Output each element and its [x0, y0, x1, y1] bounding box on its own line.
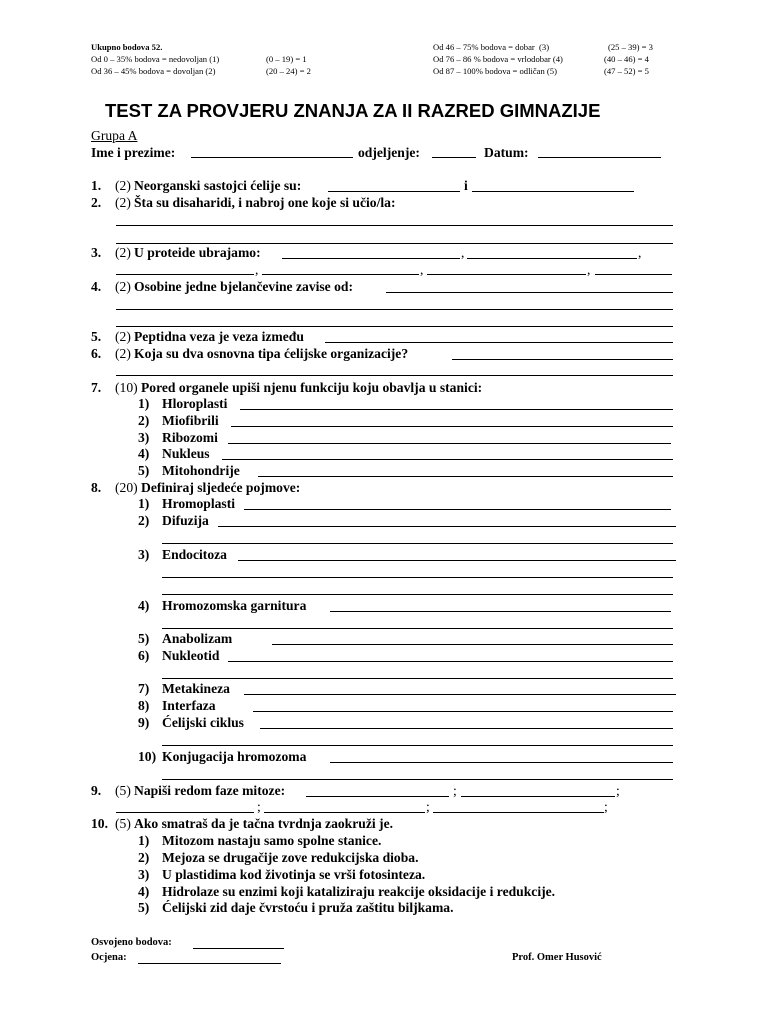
q7-answer-line[interactable] — [222, 459, 673, 460]
q9-answer-line[interactable] — [264, 812, 425, 813]
q8-item-number: 10) — [138, 749, 157, 764]
q8-answer-line[interactable] — [228, 661, 673, 662]
q2-number: 2. — [91, 195, 102, 210]
q8-answer-line[interactable] — [253, 711, 673, 712]
class-input-line[interactable] — [432, 157, 476, 158]
grade-range-3-points: (25 – 39) = 3 — [608, 42, 653, 52]
q5-points: (2) — [115, 329, 131, 344]
date-input-line[interactable] — [538, 157, 661, 158]
q9-separator: ; — [453, 783, 457, 798]
q8-item-number: 9) — [138, 715, 150, 730]
q7-item-number: 1) — [138, 396, 150, 411]
q7-item-number: 5) — [138, 463, 150, 478]
q8-number: 8. — [91, 480, 102, 495]
q8-item-number: 3) — [138, 547, 150, 562]
q9-separator: ; — [616, 783, 620, 798]
q10-item-number: 3) — [138, 867, 150, 882]
q7-answer-line[interactable] — [240, 409, 673, 410]
name-label: Ime i prezime: — [91, 145, 176, 160]
q3-answer-line[interactable] — [427, 274, 586, 275]
q7-points: (10) — [115, 380, 138, 395]
q6-answer-line[interactable] — [452, 359, 673, 360]
points-earned-label: Osvojeno bodova: — [91, 937, 172, 948]
q8-answer-line[interactable] — [260, 728, 673, 729]
grade-label: Ocjena: — [91, 952, 127, 963]
grade-range-5-points: (47 – 52) = 5 — [604, 66, 649, 76]
q6-text: Koja su dva osnovna tipa ćelijske organizacije? — [134, 346, 409, 361]
q7-item-number: 2) — [138, 413, 150, 428]
q9-answer-line[interactable] — [433, 812, 604, 813]
q7-item-label: Hloroplasti — [162, 396, 228, 411]
grade-range-2: Od 36 – 45% bodova = dovoljan (2) — [91, 66, 216, 76]
q2-answer-line[interactable] — [116, 243, 673, 244]
q8-item-number: 4) — [138, 598, 150, 613]
q1-number: 1. — [91, 178, 102, 193]
class-label: odjeljenje: — [358, 145, 420, 160]
q8-item-label: Difuzija — [162, 513, 209, 528]
q1-conjunction: i — [464, 178, 468, 193]
total-points: Ukupno bodova 52. — [91, 42, 163, 52]
q8-item-label: Hromozomska garnitura — [162, 598, 307, 613]
q5-number: 5. — [91, 329, 102, 344]
grade-range-1: Od 0 – 35% bodova = nedovoljan (1) — [91, 54, 220, 64]
q10-statement[interactable]: Mejoza se drugačije zove redukcijska dioba. — [162, 850, 419, 865]
q8-item-number: 7) — [138, 681, 150, 696]
q3-separator: , — [638, 245, 642, 260]
q10-item-number: 4) — [138, 884, 150, 899]
q3-number: 3. — [91, 245, 102, 260]
q9-separator: ; — [257, 799, 261, 814]
q4-number: 4. — [91, 279, 102, 294]
q10-statement[interactable]: Mitozom nastaju samo spolne stanice. — [162, 833, 382, 848]
grade-range-1-points: (0 – 19) = 1 — [266, 54, 307, 64]
q4-points: (2) — [115, 279, 131, 294]
q3-separator: , — [461, 245, 465, 260]
q8-answer-line[interactable] — [244, 509, 671, 510]
q1-points: (2) — [115, 178, 131, 193]
grade-range-4-points: (40 – 46) = 4 — [604, 54, 649, 64]
grade-range-5: Od 87 – 100% bodova = odličan (5) — [433, 66, 557, 76]
q8-points: (20) — [115, 480, 138, 495]
grade-range-2-points: (20 – 24) = 2 — [266, 66, 311, 76]
q5-text: Peptidna veza je veza između — [134, 329, 304, 344]
q9-separator: ; — [604, 799, 608, 814]
q6-points: (2) — [115, 346, 131, 361]
q8-answer-line[interactable] — [238, 560, 676, 561]
q2-answer-line[interactable] — [116, 225, 673, 226]
q10-statement[interactable]: U plastidima kod životinja se vrši fotosinteza. — [162, 867, 426, 882]
q10-points: (5) — [115, 816, 131, 831]
q3-separator: , — [255, 262, 259, 277]
q1-text: Neorganski sastojci ćelije su: — [134, 178, 302, 193]
q10-statement[interactable]: Ćelijski zid daje čvrstoću i pruža zaštitu biljkama. — [162, 900, 454, 915]
q2-text: Šta su disaharidi, i nabroj one koje si učio/la: — [134, 195, 396, 210]
q9-number: 9. — [91, 783, 102, 798]
q8-item-number: 8) — [138, 698, 150, 713]
q10-item-number: 5) — [138, 900, 150, 915]
q8-item-label: Interfaza — [162, 698, 216, 713]
q8-item-label: Endocitoza — [162, 547, 227, 562]
q5-answer-line[interactable] — [325, 342, 673, 343]
q6-answer-line[interactable] — [116, 375, 673, 376]
q8-answer-line[interactable] — [330, 762, 673, 763]
q8-text: Definiraj sljedeće pojmove: — [141, 480, 301, 495]
q10-item-number: 2) — [138, 850, 150, 865]
q7-answer-line[interactable] — [228, 443, 671, 444]
name-input-line[interactable] — [191, 157, 353, 158]
q3-answer-line[interactable] — [282, 258, 460, 259]
date-label: Datum: — [484, 145, 529, 160]
teacher-name: Prof. Omer Husović — [512, 952, 602, 963]
q9-text: Napiši redom faze mitoze: — [134, 783, 286, 798]
q3-text: U proteide ubrajamo: — [134, 245, 261, 260]
q4-answer-line[interactable] — [116, 309, 673, 310]
points-earned-line[interactable] — [193, 948, 284, 949]
q1-answer-line[interactable] — [328, 191, 460, 192]
q9-points: (5) — [115, 783, 131, 798]
q7-answer-line[interactable] — [258, 476, 673, 477]
q3-answer-line[interactable] — [262, 274, 419, 275]
q4-answer-line[interactable] — [386, 292, 673, 293]
q8-answer-line[interactable] — [218, 526, 676, 527]
q8-item-label: Nukleotid — [162, 648, 220, 663]
q8-item-label: Metakineza — [162, 681, 230, 696]
q3-separator: , — [587, 262, 591, 277]
q10-number: 10. — [91, 816, 108, 831]
q8-item-label: Ćelijski ciklus — [162, 715, 244, 730]
q9-answer-line[interactable] — [461, 796, 615, 797]
q8-answer-line[interactable] — [244, 694, 676, 695]
q7-item-label: Mitohondrije — [162, 463, 240, 478]
q8-answer-line[interactable] — [162, 745, 673, 746]
q8-item-label: Anabolizam — [162, 631, 233, 646]
q10-statement[interactable]: Hidrolaze su enzimi koji kataliziraju reakcije oksidacije i redukcije. — [162, 884, 556, 899]
q8-item-label: Hromoplasti — [162, 496, 236, 511]
q8-answer-line[interactable] — [162, 543, 673, 544]
q3-points: (2) — [115, 245, 131, 260]
q8-answer-line[interactable] — [162, 628, 673, 629]
q3-separator: , — [420, 262, 424, 277]
q7-text: Pored organele upiši njenu funkciju koju obavlja u stanici: — [141, 380, 483, 395]
q2-points: (2) — [115, 195, 131, 210]
group-label: Grupa A — [91, 128, 138, 143]
q8-answer-line[interactable] — [162, 594, 673, 595]
q7-item-number: 4) — [138, 446, 150, 461]
q6-number: 6. — [91, 346, 102, 361]
grade-range-3: Od 46 – 75% bodova = dobar (3) — [433, 42, 550, 52]
q8-answer-line[interactable] — [272, 644, 673, 645]
q8-item-label: Konjugacija hromozoma — [162, 749, 307, 764]
q7-item-number: 3) — [138, 430, 150, 445]
q9-separator: ; — [426, 799, 430, 814]
grade-line[interactable] — [138, 963, 281, 964]
q9-answer-line[interactable] — [116, 812, 254, 813]
q8-answer-line[interactable] — [162, 577, 673, 578]
q3-answer-line[interactable] — [467, 258, 637, 259]
q4-text: Osobine jedne bjelančevine zavise od: — [134, 279, 354, 294]
q3-answer-line[interactable] — [595, 274, 672, 275]
q10-item-number: 1) — [138, 833, 150, 848]
q3-answer-line[interactable] — [116, 274, 254, 275]
q7-item-label: Miofibrili — [162, 413, 219, 428]
q10-text: Ako smatraš da je tačna tvrdnja zaokruži je. — [134, 816, 394, 831]
q8-answer-line[interactable] — [162, 678, 673, 679]
q4-answer-line[interactable] — [116, 326, 673, 327]
q9-answer-line[interactable] — [306, 796, 449, 797]
q7-number: 7. — [91, 380, 102, 395]
q8-answer-line[interactable] — [162, 779, 673, 780]
grade-range-4: Od 76 – 86 % bodova = vrlodobar (4) — [433, 54, 563, 64]
q8-item-number: 2) — [138, 513, 150, 528]
q7-answer-line[interactable] — [231, 426, 673, 427]
page-title: TEST ZA PROVJERU ZNANJA ZA II RAZRED GIMNAZIJE — [105, 100, 601, 121]
q1-answer-line[interactable] — [472, 191, 634, 192]
q8-item-number: 5) — [138, 631, 150, 646]
q7-item-label: Nukleus — [162, 446, 210, 461]
q8-answer-line[interactable] — [330, 611, 671, 612]
q7-item-label: Ribozomi — [162, 430, 218, 445]
q8-item-number: 6) — [138, 648, 150, 663]
q8-item-number: 1) — [138, 496, 150, 511]
